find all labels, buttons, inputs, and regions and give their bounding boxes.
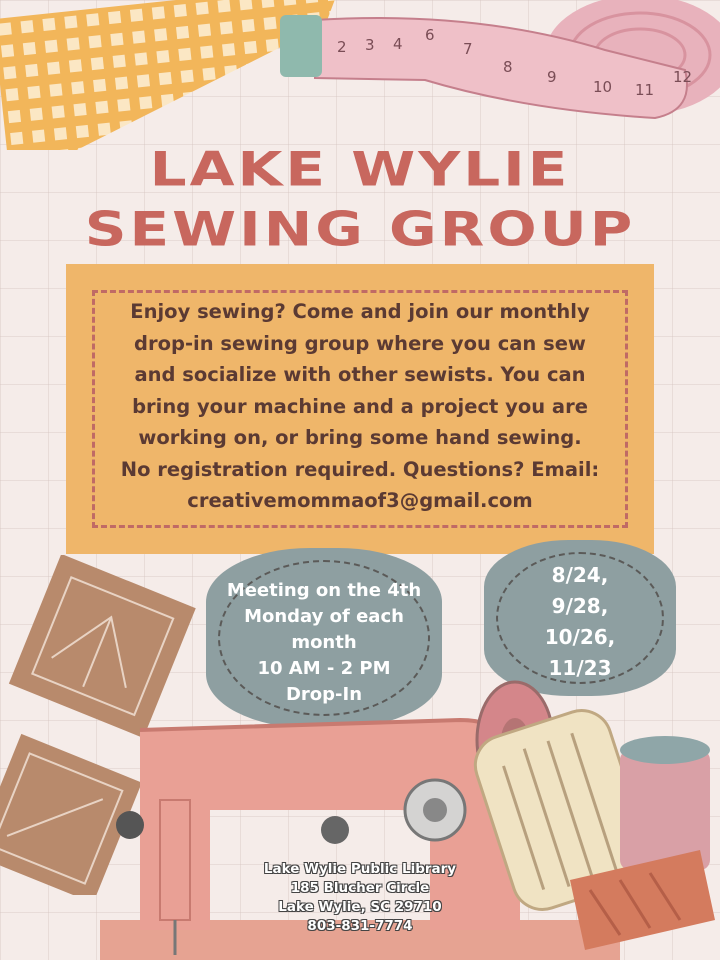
measuring-tape-icon [275, 0, 720, 130]
svg-text:8: 8 [503, 58, 513, 76]
info-box [66, 264, 654, 554]
svg-text:9: 9 [547, 68, 557, 86]
title-line-2: SEWING GROUP [84, 201, 636, 257]
library-address [200, 860, 520, 936]
library-name: Lake Wylie Public Library [263, 861, 457, 877]
svg-text:12: 12 [673, 68, 693, 86]
svg-text:4: 4 [393, 35, 403, 53]
svg-text:6: 6 [425, 26, 435, 44]
svg-text:3: 3 [365, 36, 375, 54]
date-item: 11/23 [548, 656, 612, 680]
schedule-line: Drop-In [285, 684, 363, 705]
date-item: 9/28, [551, 594, 609, 618]
schedule-line: Meeting on the 4th [226, 580, 422, 601]
svg-text:11: 11 [635, 81, 655, 99]
city-state-zip: Lake Wylie, SC 29710 [278, 899, 442, 915]
description-line: bring your machine and a project you are [132, 394, 588, 418]
title-line-1: LAKE WYLIE [149, 141, 571, 197]
description-line: drop-in sewing group where you can sew [134, 331, 586, 355]
phone-number[interactable]: 803-831-7774 [307, 918, 413, 934]
dates-badge [484, 540, 676, 696]
svg-text:2: 2 [337, 38, 347, 56]
description [100, 296, 620, 517]
date-item: 10/26, [544, 625, 616, 649]
description-line: working on, or bring some hand sewing. [138, 426, 582, 449]
svg-text:7: 7 [463, 40, 473, 58]
street-address: 185 Blucher Circle [290, 880, 430, 896]
svg-text:10: 10 [593, 78, 613, 96]
description-line: No registration required. Questions? Email: [120, 457, 600, 481]
contact-email[interactable]: creativemommaof3@gmail.com [187, 489, 533, 512]
date-item: 8/24, [551, 563, 609, 587]
description-line: and socialize with other sewists. You can [134, 363, 586, 386]
schedule-time: 10 AM - 2 PM [257, 658, 391, 679]
description-line: Enjoy sewing? Come and join our monthly [130, 300, 590, 323]
schedule-line: month [291, 632, 357, 653]
schedule-line: Monday of each [244, 606, 404, 627]
